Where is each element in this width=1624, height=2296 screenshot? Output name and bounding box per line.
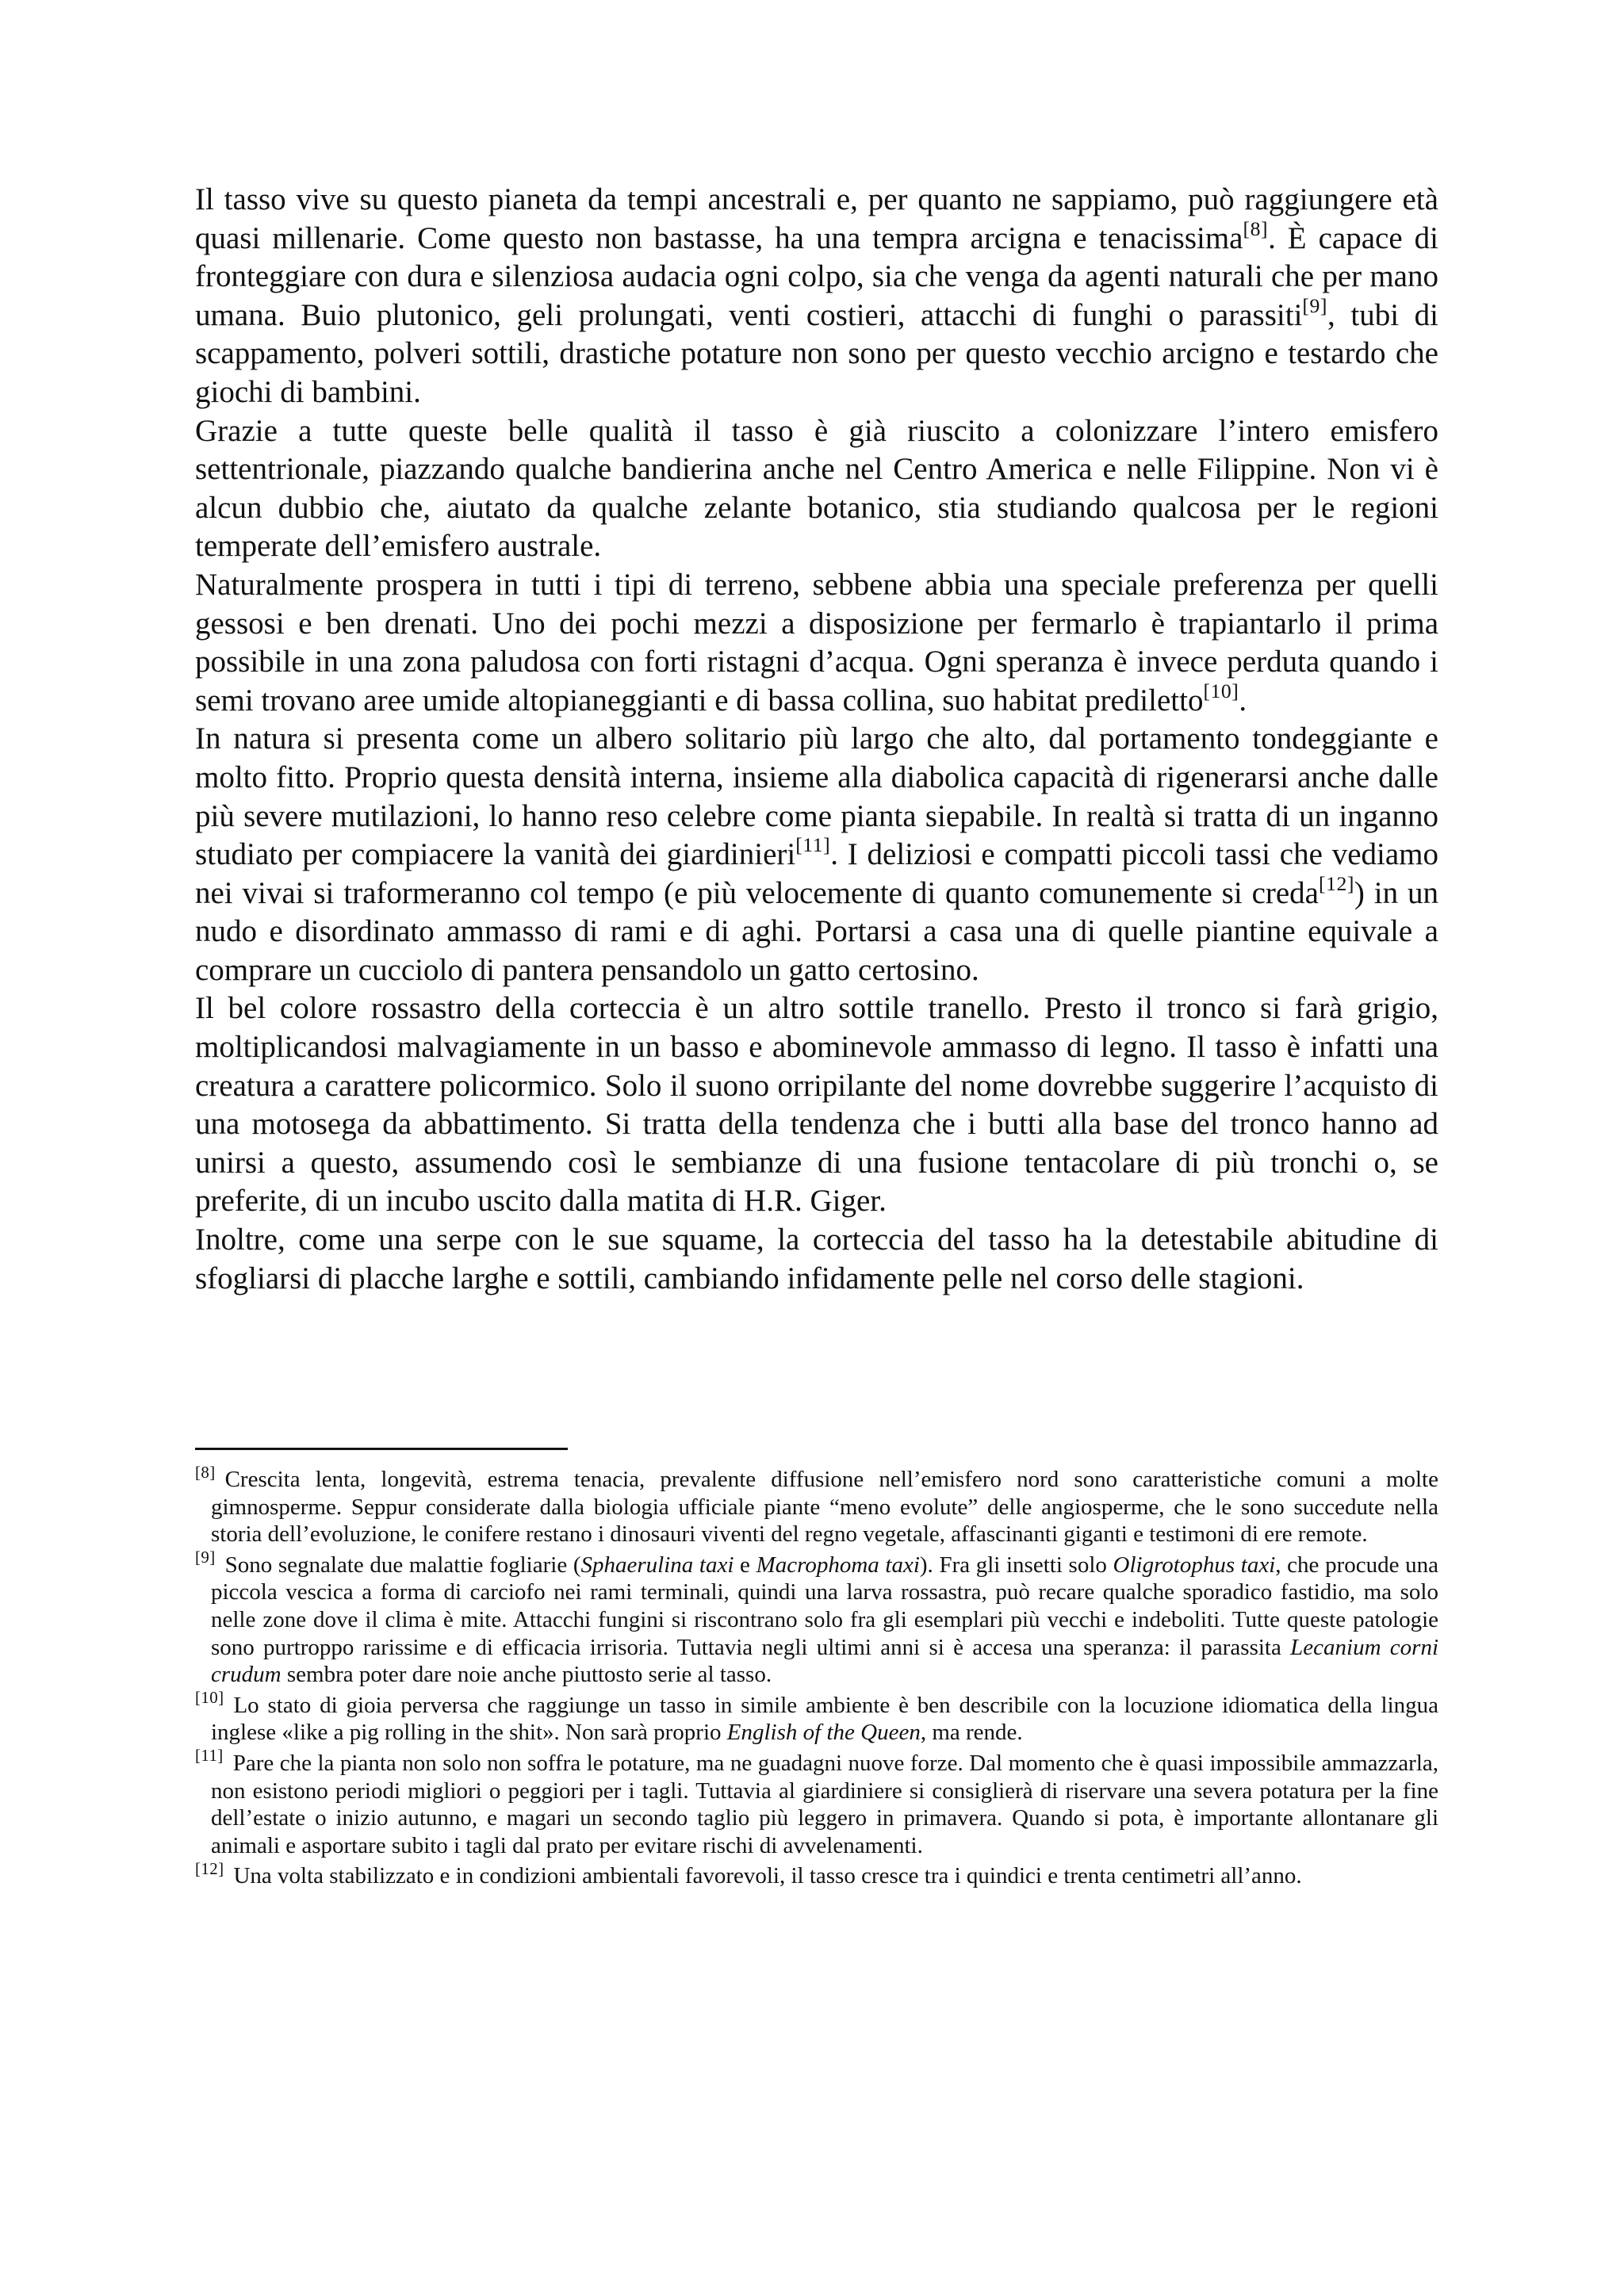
footnote-reference[interactable]: [11] xyxy=(795,833,831,857)
text-run: e xyxy=(733,1552,756,1578)
text-run: Pare che la pianta non solo non soffra le potature, ma ne guadagni nuove forze. Dal momento che è quasi impossibile ammazzarla, non esistono periodi migliori o peggiori per i tagli. Tuttavia al giardiniere si consiglierà di riservare una severa potatura per la fine dell’estate o inizio autunno, e magari un secondo taglio più leggero in primavera. Quando si pota, è importante allontanare gli animali e asportare subito i tagli dal prato per evitare rischi di avvelenamenti. xyxy=(211,1750,1438,1858)
footnote-marker: [11] xyxy=(195,1746,224,1766)
paragraph xyxy=(195,566,1438,720)
text-run: Una volta stabilizzato e in condizioni ambientali favorevoli, il tasso cresce tra i quindici e trenta centimetri all’anno. xyxy=(233,1863,1302,1889)
footnotes xyxy=(195,1462,1438,1893)
text-run: Naturalmente prospera in tutti i tipi di terreno, sebbene abbia una speciale preferenza per quelli gessosi e ben drenati. Uno dei pochi mezzi a disposizione per fermarlo è trapiantarlo il prima possibile in una zona paludosa con forti ristagni d’acqua. Ogni speranza è invece perduta quando i semi trovano aree umide altopianeggianti e di bassa collina, suo habitat prediletto xyxy=(195,567,1438,718)
italic-text: English of the Queen xyxy=(726,1720,921,1746)
italic-text: Macrophoma taxi xyxy=(756,1552,920,1578)
text-run: , che procude una piccola vescica a forma di carciofo nei rami terminali, quindi una larva rossastra, può recare qualche sporadico fastidio, ma solo nelle zone dove il clima è mite. Attacchi fungini si riscontrano solo fra gli esemplari più vecchi e indeboliti. Tutte queste patologie sono purtroppo rarissime e di efficacia irrisoria. Tuttavia negli ultimi anni si è accesa una speranza: il parassita xyxy=(211,1552,1438,1660)
footnote-marker: [10] xyxy=(195,1688,224,1708)
footnote-reference[interactable]: [12] xyxy=(1318,871,1354,895)
paragraph xyxy=(195,989,1438,1221)
italic-text: Oligrotophus taxi xyxy=(1113,1552,1276,1578)
footnote xyxy=(195,1858,1438,1890)
footnote-reference[interactable]: [9] xyxy=(1302,293,1327,317)
footnote xyxy=(195,1688,1438,1747)
footnote-reference[interactable]: [8] xyxy=(1243,216,1269,240)
italic-text: Sphaerulina taxi xyxy=(580,1552,734,1578)
footnote-separator xyxy=(195,1448,568,1450)
footnote-marker: [12] xyxy=(195,1858,224,1878)
text-run: Lo stato di gioia perversa che raggiunge un tasso in simile ambiente è ben describile con la locuzione idiomatica della lingua inglese «like a pig rolling in the shit». Non sarà proprio xyxy=(211,1692,1438,1746)
text-run: Sono segnalate due malattie fogliarie ( xyxy=(224,1552,581,1578)
text-run: In natura si presenta come un albero solitario più largo che alto, dal portamento tondeggiante e molto fitto. Proprio questa densità interna, insieme alla diabolica capacità di rigenerarsi anche dalle più severe mutilazioni, lo hanno reso celebre come pianta siepabile. In realtà si tratta di un inganno studiato per compiacere la vanità dei giardinieri xyxy=(195,721,1438,872)
footnote-marker: [8] xyxy=(195,1462,216,1482)
text-run: . xyxy=(1239,683,1247,718)
text-run: ). Fra gli insetti solo xyxy=(919,1552,1113,1578)
body-text xyxy=(195,181,1438,1298)
text-run: Il bel colore rossastro della corteccia è un altro sottile tranello. Presto il tronco si farà grigio, moltiplicandosi malvagiamente in un basso e abominevole ammasso di legno. Il tasso è infatti una creatura a carattere policormico. Solo il suono orripilante del nome dovrebbe suggerire l’acquisto di una motosega da abbattimento. Si tratta della tendenza che i butti alla base del tronco hanno ad unirsi a questo, assumendo così le sembianze di una fusione tentacolare di più tronchi o, se preferite, di un incubo uscito dalla matita di H.R. Giger. xyxy=(195,991,1438,1219)
text-run: Grazie a tutte queste belle qualità il tasso è già riuscito a colonizzare l’intero emisfero settentrionale, piazzando qualche bandierina anche nel Centro America e nelle Filippine. Non vi è alcun dubbio che, aiutato da qualche zelante botanico, stia studiando qualcosa per le regioni temperate dell’emisfero australe. xyxy=(195,413,1438,564)
text-run: Crescita lenta, longevità, estrema tenacia, prevalente diffusione nell’emisfero nord sono caratteristiche comuni a molte gimnosperme. Seppur considerate dalla biologia ufficiale piante “meno evolute” delle angiosperme, che le sono succedute nella storia dell’evoluzione, le conifere restano i dinosauri viventi del regno vegetale, affascinanti giganti e testimoni di ere remote. xyxy=(211,1467,1438,1548)
text-run: ) in un nudo e disordinato ammasso di rami e di aghi. Portarsi a casa una di quelle piantine equivale a comprare un cucciolo di pantera pensandolo un gatto certosino. xyxy=(195,875,1438,987)
footnote xyxy=(195,1746,1438,1859)
paragraph xyxy=(195,181,1438,412)
text-run: . I deliziosi e compatti piccoli tassi che vediamo nei vivai si traformeranno col tempo (e più velocemente di quanto comunemente si creda xyxy=(195,837,1438,910)
text-run: . È capace di fronteggiare con dura e silenziosa audacia ogni colpo, sia che venga da agenti naturali che per mano umana. Buio plutonico, geli prolungati, venti costieri, attacchi di funghi o parassiti xyxy=(195,220,1438,332)
paragraph xyxy=(195,720,1438,989)
paragraph xyxy=(195,1221,1438,1298)
text-run: Inoltre, come una serpe con le sue squame, la corteccia del tasso ha la detestabile abitudine di sfogliarsi di placche larghe e sottili, cambiando infidamente pelle nel corso delle stagioni. xyxy=(195,1223,1438,1295)
italic-text: Lecanium corni crudum xyxy=(211,1634,1438,1688)
text-run: , tubi di scappamento, polveri sottili, drastiche potature non sono per questo vecchio arcigno e testardo che giochi di bambini. xyxy=(195,297,1438,409)
footnote-marker: [9] xyxy=(195,1548,216,1567)
text-run: , ma rende. xyxy=(920,1720,1023,1746)
text-run: sembra poter dare noie anche piuttosto serie al tasso. xyxy=(281,1662,772,1688)
footnote-reference[interactable]: [10] xyxy=(1203,679,1239,702)
text-run: Il tasso vive su questo pianeta da tempi ancestrali e, per quanto ne sappiamo, può raggiungere età quasi millenarie. Come questo non bastasse, ha una tempra arcigna e tenacissima xyxy=(195,182,1438,255)
footnote xyxy=(195,1462,1438,1548)
footnote xyxy=(195,1548,1438,1689)
paragraph xyxy=(195,412,1438,566)
